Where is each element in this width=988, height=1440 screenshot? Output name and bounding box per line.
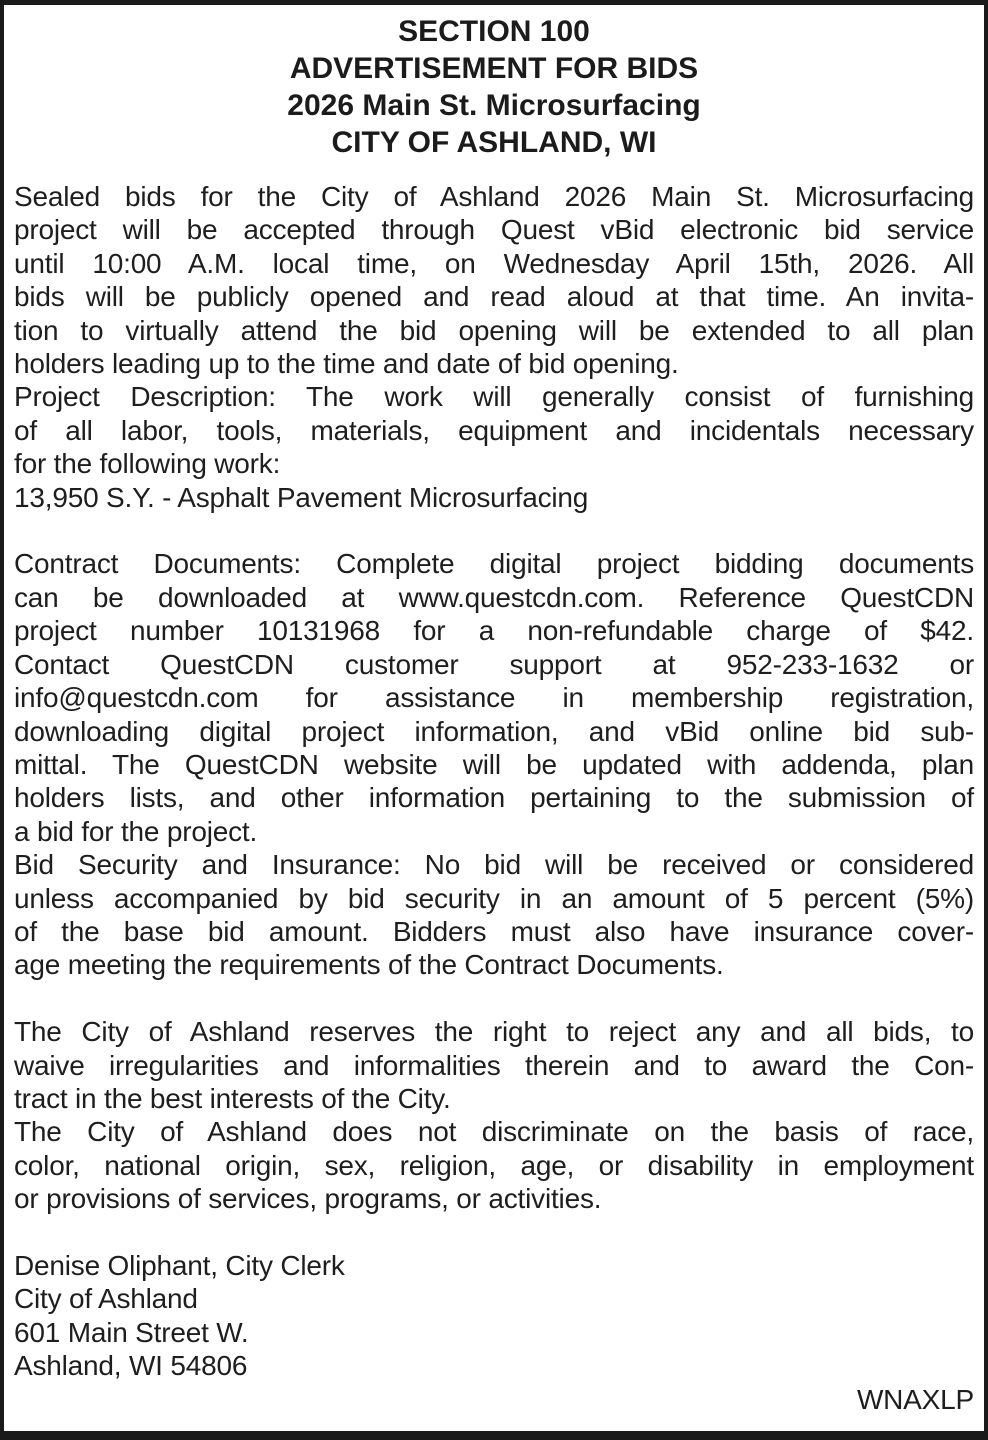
title-line: CITY OF ASHLAND, WI <box>331 126 657 159</box>
notice-line: project number 10131968 for a non-refundable charge of $42. <box>14 615 974 647</box>
notice-line: City of Ashland <box>14 1283 198 1315</box>
notice-line: holders leading up to the time and date of bid opening. <box>14 348 679 380</box>
notice-line: Denise Oliphant, City Clerk <box>14 1250 345 1281</box>
notice-title <box>14 13 974 161</box>
notice-line: or provisions of services, programs, or activities. <box>14 1183 602 1215</box>
title-line: SECTION 100 <box>398 15 590 48</box>
notice-body <box>14 180 974 1416</box>
notice-line: The City of Ashland reserves the right to reject any and all bids, to <box>14 1016 974 1048</box>
notice-line: of the base bid amount. Bidders must also have insurance cover- <box>14 915 974 947</box>
notice-line: downloading digital project information, and vBid online bid sub- <box>14 715 974 747</box>
notice-line: Contract Documents: Complete digital project bidding documents <box>14 548 974 580</box>
notice-line: of all labor, tools, materials, equipment and incidentals necessary <box>14 414 974 446</box>
notice-line: waive irregularities and informalities therein and to award the Con- <box>14 1049 974 1081</box>
blank-line <box>14 982 974 1015</box>
notice-line: The City of Ashland does not discriminate on the basis of race, <box>14 1116 974 1148</box>
notice-line: holders lists, and other information pertaining to the submission of <box>14 782 974 814</box>
notice-line: 13,950 S.Y. - Asphalt Pavement Microsurfacing <box>14 481 589 513</box>
notice-line: Contact QuestCDN customer support at 952-233-1632 or <box>14 648 974 680</box>
notice-line: WNAXLP <box>856 1383 974 1415</box>
notice-line: Sealed bids for the City of Ashland 2026 Main St. Microsurfacing <box>14 181 974 212</box>
notice-line: bids will be publicly opened and read aloud at that time. An invita- <box>14 281 974 313</box>
notice-line: color, national origin, sex, religion, age, or disability in employment <box>14 1149 974 1181</box>
notice-line: 601 Main Street W. <box>14 1316 249 1348</box>
blank-line <box>14 514 974 547</box>
notice-line: tion to virtually attend the bid opening will be extended to all plan <box>14 314 974 346</box>
title-line: 2026 Main St. Microsurfacing <box>287 89 701 122</box>
notice-line: project will be accepted through Quest vBid electronic bid service <box>14 214 974 246</box>
notice-line: until 10:00 A.M. local time, on Wednesday April 15th, 2026. All <box>14 247 974 279</box>
notice-line: Bid Security and Insurance: No bid will be received or considered <box>14 849 974 881</box>
notice-line: for the following work: <box>14 448 281 480</box>
notice-line: age meeting the requirements of the Contract Documents. <box>14 949 724 981</box>
notice-line: tract in the best interests of the City. <box>14 1082 451 1114</box>
blank-line <box>14 1216 974 1249</box>
notice-line: Project Description: The work will generally consist of furnishing <box>14 381 974 413</box>
notice-line: a bid for the project. <box>14 815 258 847</box>
title-line: ADVERTISEMENT FOR BIDS <box>289 52 699 85</box>
notice-line: unless accompanied by bid security in an amount of 5 percent (5%) <box>14 882 974 914</box>
notice-line: info@questcdn.com for assistance in membership registration, <box>14 682 974 714</box>
notice-line: Ashland, WI 54806 <box>14 1350 248 1382</box>
notice-line: mittal. The QuestCDN website will be updated with addenda, plan <box>14 748 974 780</box>
notice-line: can be downloaded at www.questcdn.com. Reference QuestCDN <box>14 581 974 613</box>
